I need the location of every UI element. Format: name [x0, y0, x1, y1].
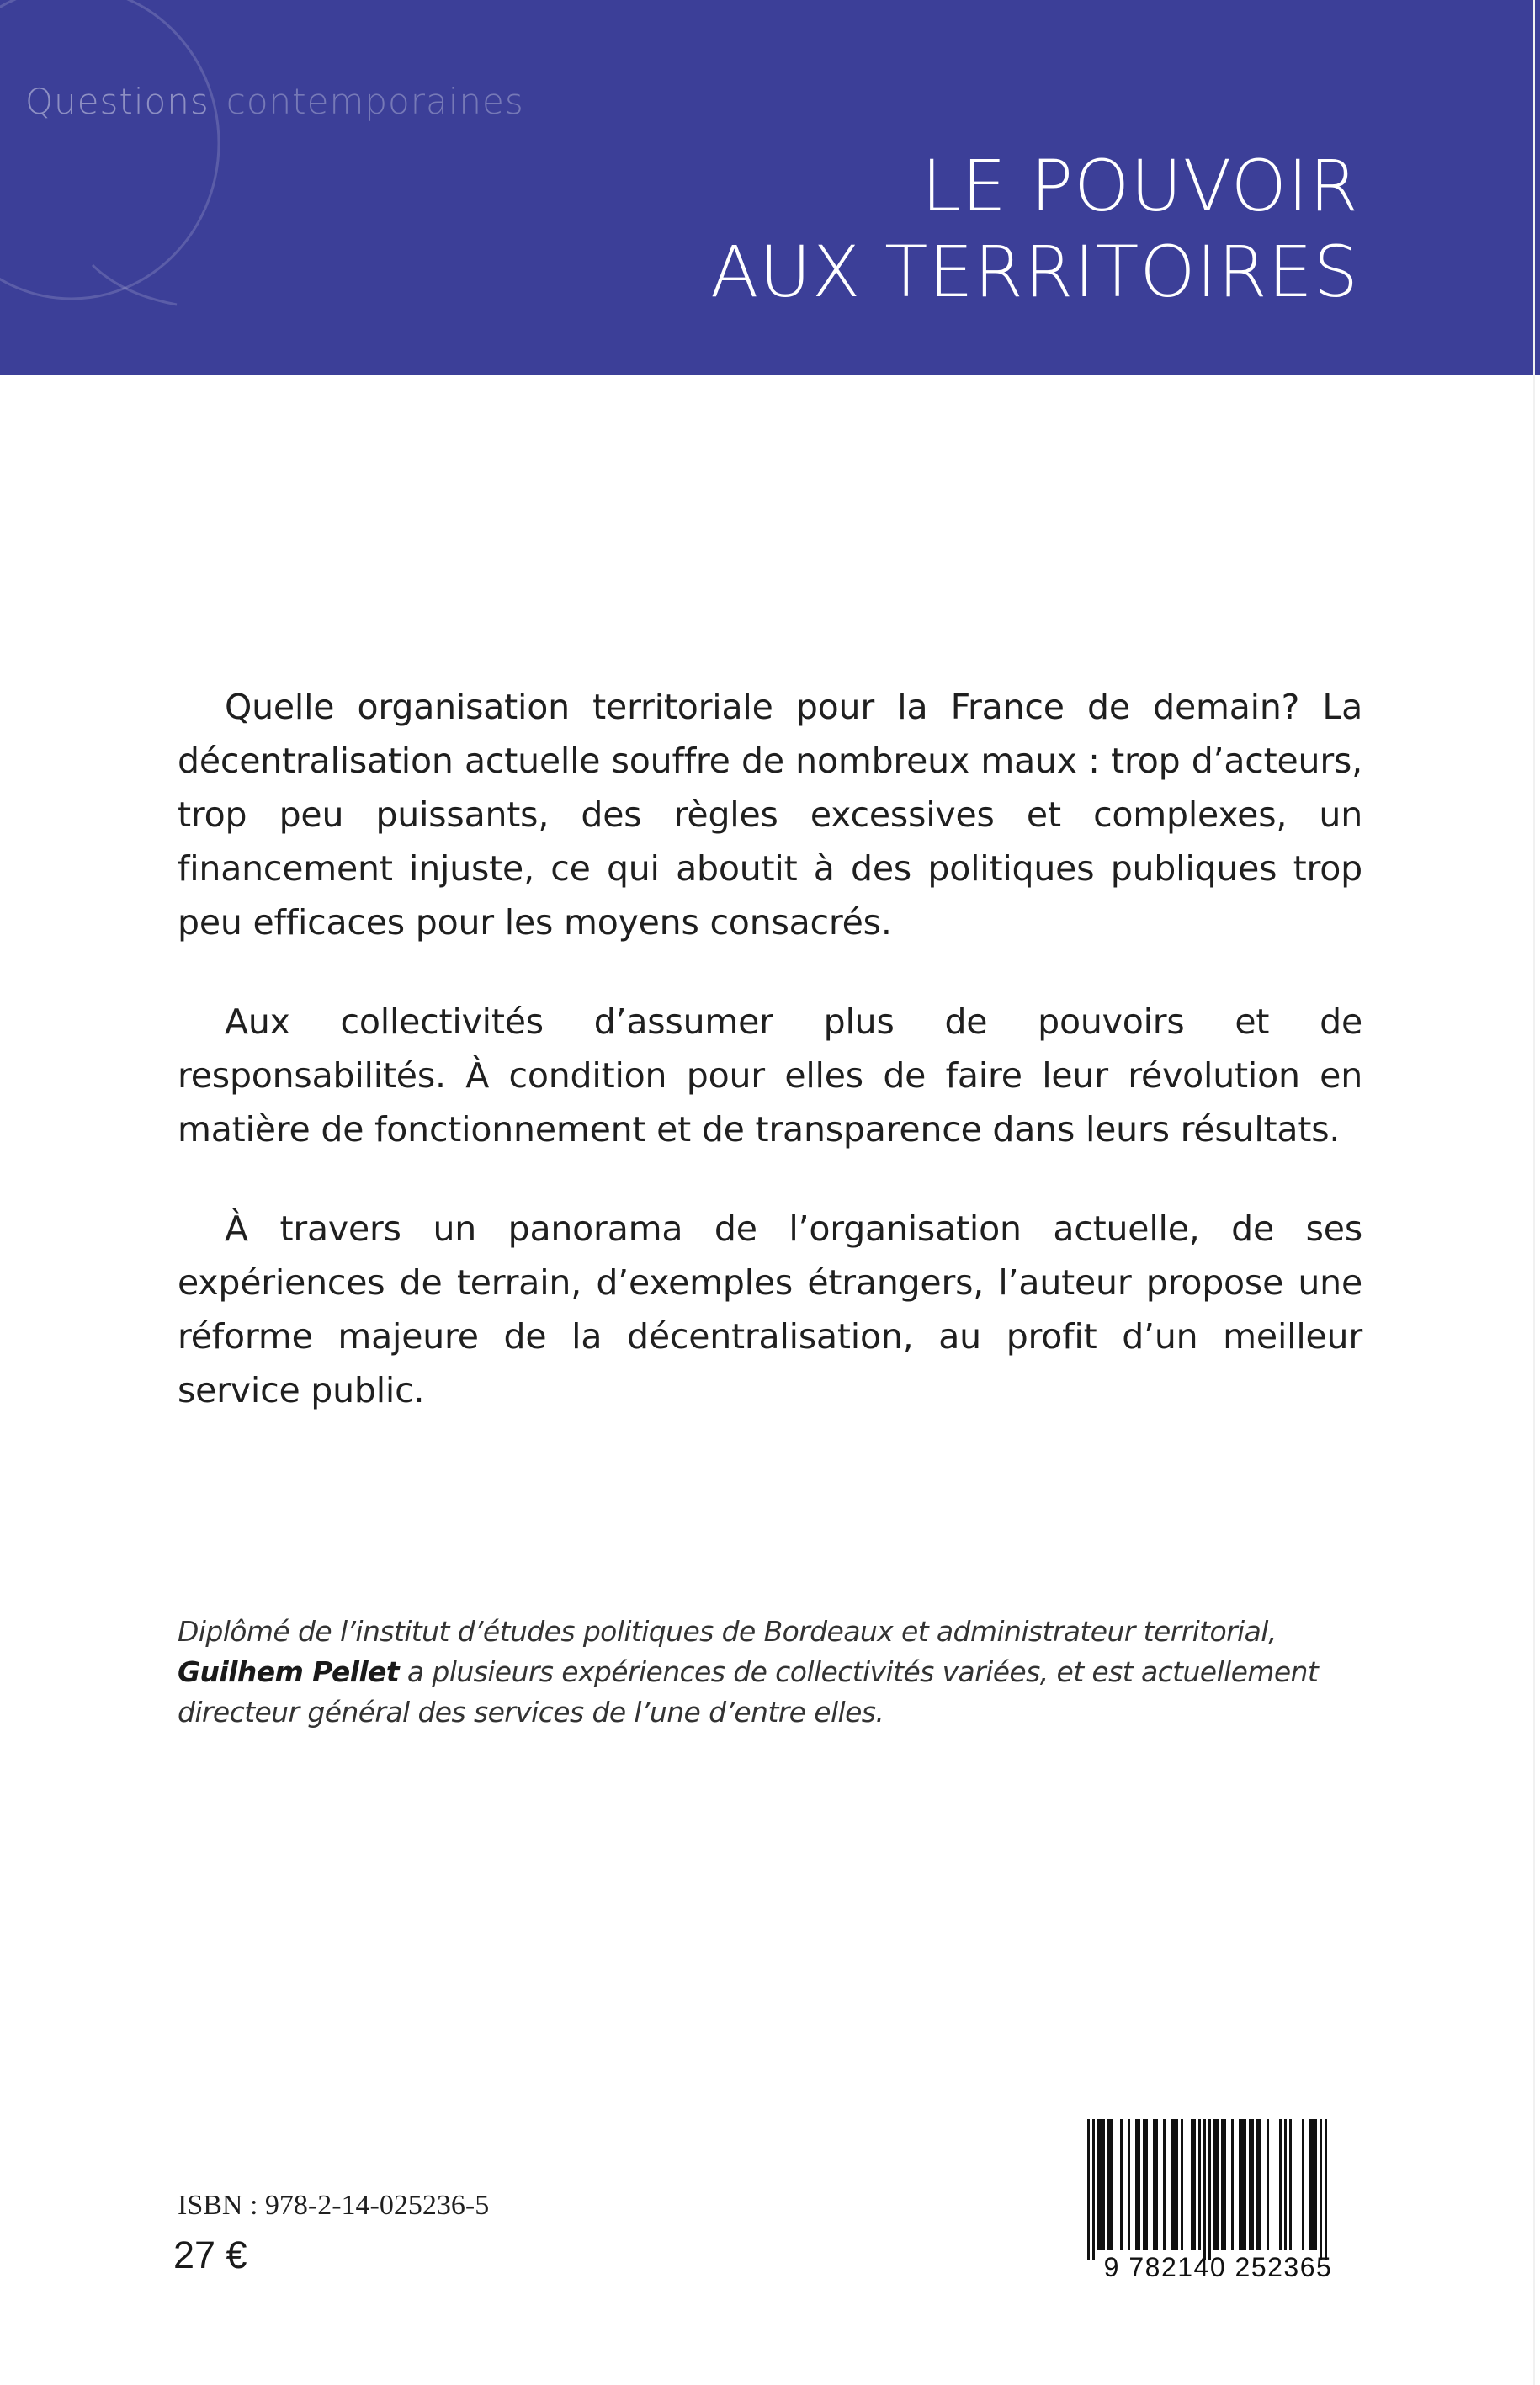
author-bio-intro: Diplômé de l’institut d’études politiques de Bordeaux et administrateur territorial,	[178, 1615, 1277, 1648]
barcode-bar	[1284, 2119, 1287, 2250]
barcode-bar	[1193, 2119, 1196, 2250]
back-cover-blurb	[178, 680, 1362, 1463]
barcode-bar	[1198, 2119, 1201, 2250]
barcode-bar	[1135, 2119, 1138, 2250]
barcode-bar	[1221, 2119, 1224, 2250]
barcode-bar	[1120, 2119, 1123, 2250]
barcode-bar	[1138, 2119, 1140, 2250]
series-name	[25, 81, 524, 122]
author-bio	[178, 1612, 1362, 1733]
barcode-bar	[1176, 2119, 1178, 2250]
barcode-bar	[1181, 2119, 1183, 2250]
barcode-bar	[1289, 2119, 1292, 2250]
barcode-bar	[1244, 2119, 1246, 2250]
author-bio-rest: a plusieurs expériences de collectivités variées, et est actuellement directeur général des services de l’une d’entre elles.	[178, 1655, 1319, 1729]
q-letter-icon	[0, 0, 236, 311]
barcode-bar	[1203, 2119, 1206, 2260]
barcode-bar	[1249, 2119, 1251, 2250]
barcode-bar	[1087, 2119, 1090, 2260]
barcode-number: 9 782140 252365	[1103, 2252, 1333, 2282]
barcode-bar	[1155, 2119, 1158, 2250]
barcode-bar	[1239, 2119, 1241, 2250]
price: 27 €	[173, 2234, 247, 2276]
barcode	[1069, 2117, 1367, 2285]
barcode-bar	[1145, 2119, 1148, 2250]
barcode-bar	[1100, 2119, 1102, 2250]
title-line-2: AUX TERRITOIRES	[709, 231, 1359, 313]
barcode-bar	[1208, 2119, 1211, 2260]
barcode-bar	[1251, 2119, 1254, 2250]
barcode-bar	[1163, 2119, 1166, 2250]
barcode-bar	[1191, 2119, 1193, 2250]
blurb-paragraph-2: Aux collectivités d’assumer plus de pouvoirs et de responsabilités. À condition pour elles de faire leur révolution en matière de fonctionnement et de transparence dans leurs résultats.	[178, 1001, 1362, 1150]
barcode-bar	[1153, 2119, 1155, 2250]
barcode-bar	[1314, 2119, 1317, 2250]
barcode-bar	[1171, 2119, 1173, 2250]
barcode-bar	[1092, 2119, 1095, 2260]
barcode-bar	[1241, 2119, 1244, 2250]
barcode-bar	[1309, 2119, 1312, 2250]
barcode-bar	[1256, 2119, 1259, 2250]
blurb-paragraph-1: Quelle organisation territoriale pour la France de demain? La décentralisation actuelle souffre de nombreux maux : trop d’acteurs, trop peu puissants, des règles excessives et complexes, un financement injuste, ce qui aboutit à des politiques publiques trop peu efficaces pour les moyens consacrés.	[178, 687, 1362, 943]
barcode-bar	[1224, 2119, 1226, 2250]
isbn: ISBN : 978-2-14-025236-5	[178, 2190, 490, 2221]
author-name: Guilhem Pellet	[178, 1655, 400, 1688]
barcode-bar	[1312, 2119, 1314, 2250]
barcode-bar	[1128, 2119, 1130, 2250]
barcode-bar	[1325, 2119, 1327, 2260]
barcode-bar	[1216, 2119, 1219, 2250]
header-band	[0, 0, 1540, 375]
barcode-bar	[1320, 2119, 1322, 2260]
blurb-paragraph-3: À travers un panorama de l’organisation actuelle, de ses expériences de terrain, d’exemples étrangers, l’auteur propose une réforme majeure de la décentralisation, au profit d’un meilleur service public.	[178, 1208, 1362, 1410]
barcode-bar	[1231, 2119, 1234, 2250]
title-line-1: LE POUVOIR	[921, 145, 1359, 227]
barcode-bar	[1110, 2119, 1113, 2250]
barcode-bar	[1279, 2119, 1282, 2250]
barcode-bar	[1213, 2119, 1216, 2250]
series-word-contemporaines: contemporaines	[226, 81, 524, 122]
page-edge	[1533, 0, 1535, 2385]
barcode-bar	[1097, 2119, 1100, 2250]
barcode-bar	[1259, 2119, 1261, 2250]
barcode-bar	[1173, 2119, 1176, 2250]
barcode-bar	[1107, 2119, 1110, 2250]
barcode-bar	[1302, 2119, 1304, 2250]
barcode-bar	[1102, 2119, 1105, 2250]
barcode-bar	[1267, 2119, 1269, 2250]
book-title	[710, 143, 1359, 315]
barcode-bar	[1143, 2119, 1145, 2250]
series-word-questions: Questions	[25, 81, 210, 122]
